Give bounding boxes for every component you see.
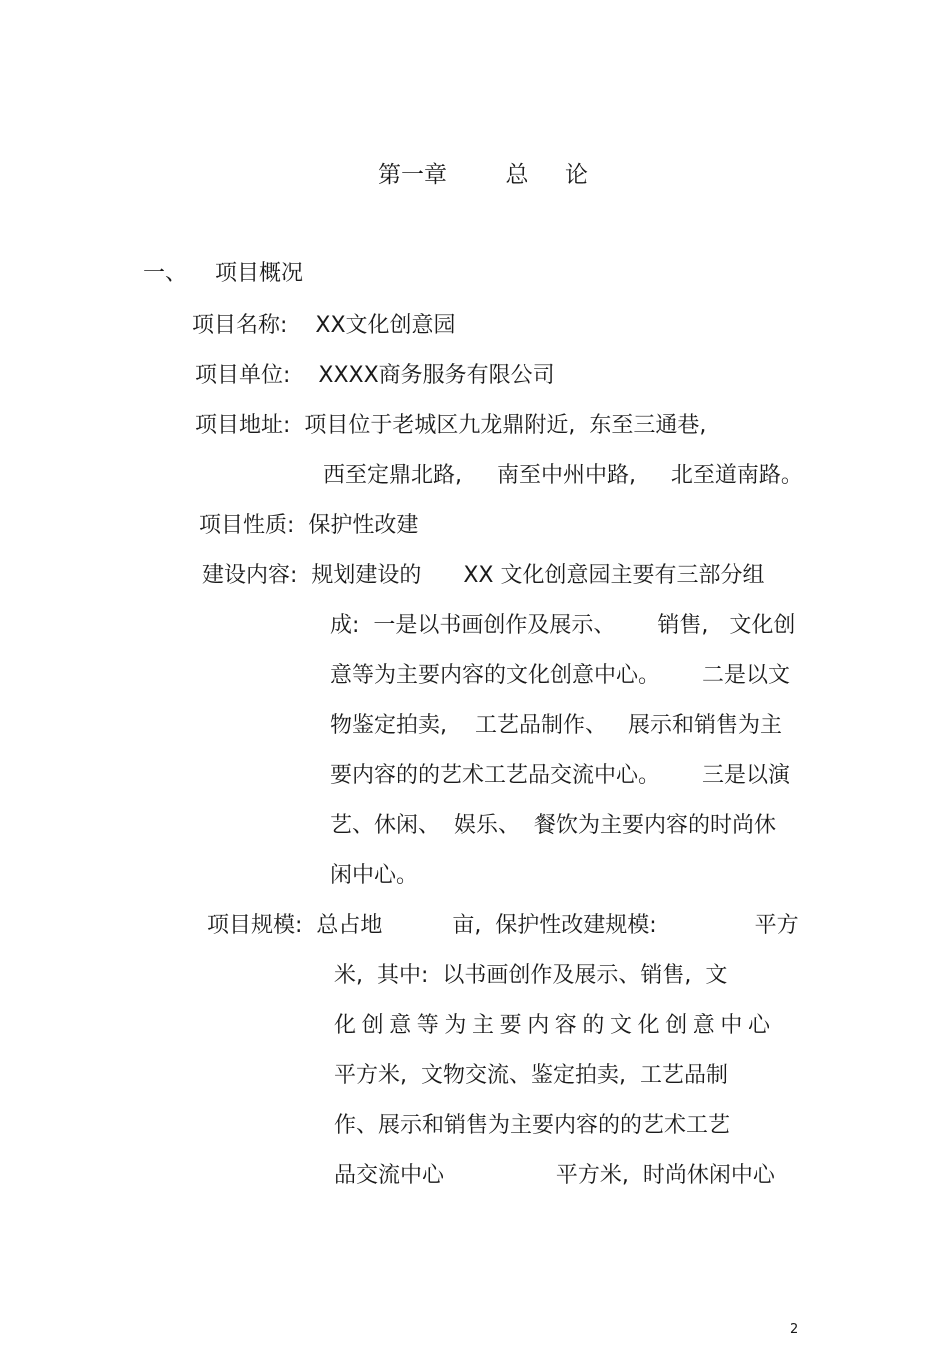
construction-content-line-3: 意等为主要内容的文化创意中心。 二是以文 — [330, 663, 790, 688]
project-address-line: 项目地址: 项目位于老城区九龙鼎附近, 东至三通巷, — [195, 413, 707, 438]
project-name-line: 项目名称: XX文化创意园 — [192, 313, 456, 338]
project-scale-line-1: 项目规模: 总占地 亩, 保护性改建规模: 平方 — [207, 913, 799, 938]
project-scale-line-4: 平方米, 文物交流、鉴定拍卖, 工艺品制 — [334, 1063, 728, 1088]
page-number: 2 — [790, 1322, 799, 1337]
chapter-title: 第一章 总 论 — [378, 162, 589, 188]
project-scale-line-6: 品交流中心 平方米, 时尚休闲中心 — [334, 1163, 775, 1188]
project-unit-line: 项目单位: XXXX商务服务有限公司 — [195, 363, 555, 388]
project-scale-line-5: 作、展示和销售为主要内容的的艺术工艺 — [334, 1113, 731, 1138]
project-nature-line: 项目性质: 保护性改建 — [199, 513, 419, 538]
project-scale-line-2: 米, 其中: 以书画创作及展示、销售, 文 — [334, 963, 728, 988]
construction-content-line-6: 艺、休闲、 娱乐、 餐饮为主要内容的时尚休 — [330, 813, 776, 838]
construction-content-line-2: 成: 一是以书画创作及展示、 销售, 文化创 — [330, 613, 796, 638]
project-scale-line-3: 化创意等为主要内容的文化创意中心 — [334, 1013, 776, 1038]
construction-content-line-5: 要内容的的艺术工艺品交流中心。 三是以演 — [330, 763, 790, 788]
construction-content-line-7: 闲中心。 — [330, 863, 419, 888]
section-heading: 一、 项目概况 — [143, 261, 303, 286]
construction-content-line-4: 物鉴定拍卖, 工艺品制作、 展示和销售为主 — [330, 713, 782, 738]
project-address-continued: 西至定鼎北路, 南至中州中路, 北至道南路。 — [323, 463, 803, 488]
construction-content-line-1: 建设内容: 规划建设的 XX 文化创意园主要有三部分组 — [202, 563, 765, 588]
